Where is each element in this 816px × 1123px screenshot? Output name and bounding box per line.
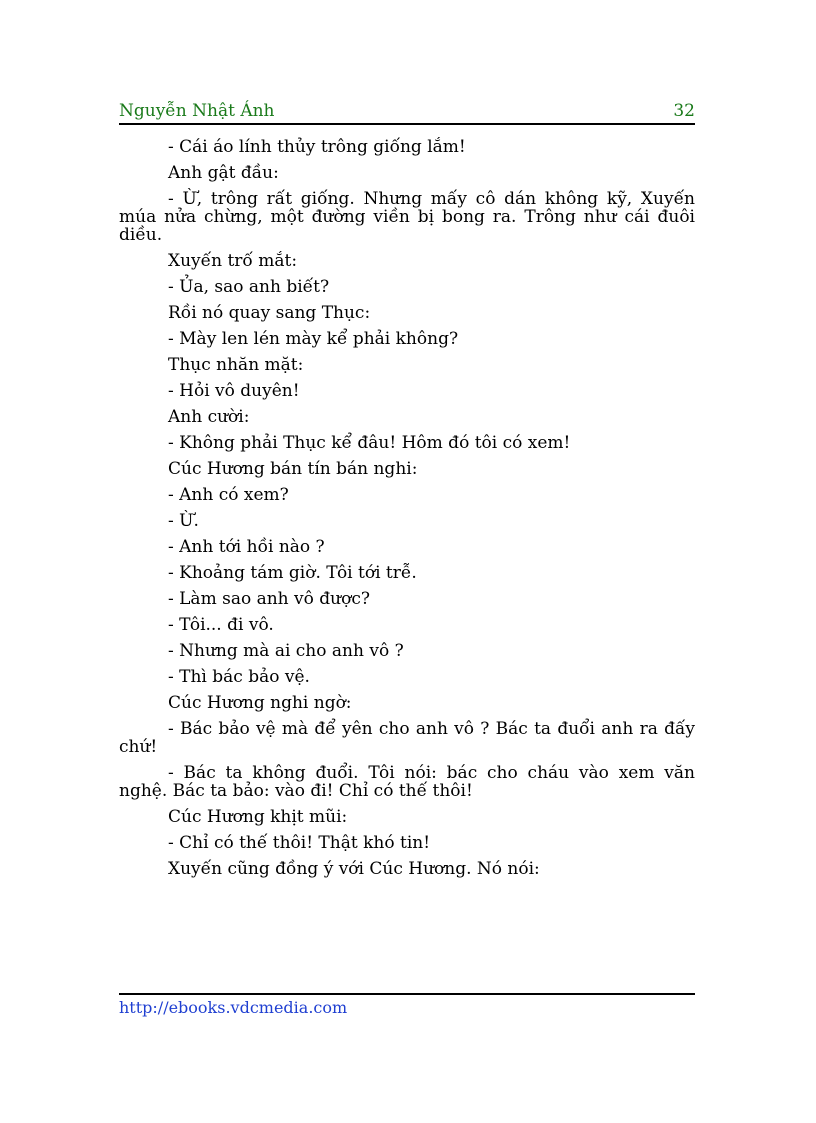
paragraph: Cúc Hương bán tín bán nghi: bbox=[168, 459, 418, 479]
paragraph: - Ừ. bbox=[168, 511, 199, 531]
page-number: 32 bbox=[673, 101, 695, 121]
paragraph: Anh cười: bbox=[168, 407, 250, 427]
paragraph: Rồi nó quay sang Thục: bbox=[168, 303, 371, 323]
paragraph: Cúc Hương nghi ngờ: bbox=[168, 693, 352, 713]
paragraph: Thục nhăn mặt: bbox=[168, 355, 304, 375]
paragraph: - Bác bảo vệ mà để yên cho anh vô ? Bác ta đuổi anh ra đấy chứ! bbox=[119, 719, 695, 757]
author-name: Nguyễn Nhật Ánh bbox=[119, 101, 275, 121]
paragraph: - Hỏi vô duyên! bbox=[168, 381, 300, 401]
paragraph: Cúc Hương khịt mũi: bbox=[168, 807, 348, 827]
paragraph: - Ừ, trông rất giống. Nhưng mấy cô dán không kỹ, Xuyến múa nửa chừng, một đường viền bị bong ra. Trông như cái đuôi diều. bbox=[119, 189, 695, 245]
paragraph: - Thì bác bảo vệ. bbox=[168, 667, 310, 687]
paragraph: - Cái áo lính thủy trông giống lắm! bbox=[168, 137, 466, 157]
paragraph: - Nhưng mà ai cho anh vô ? bbox=[168, 641, 404, 661]
paragraph: - Bác ta không đuổi. Tôi nói: bác cho cháu vào xem văn nghệ. Bác ta bảo: vào đi! Chỉ có thế thôi! bbox=[119, 763, 695, 801]
page-body bbox=[119, 138, 695, 886]
paragraph: - Ủa, sao anh biết? bbox=[168, 277, 330, 297]
paragraph: Anh gật đầu: bbox=[168, 163, 279, 183]
page-footer bbox=[119, 993, 695, 1017]
paragraph: - Làm sao anh vô được? bbox=[168, 589, 370, 609]
footer-link[interactable]: http://ebooks.vdcmedia.com bbox=[119, 998, 348, 1017]
paragraph: - Anh tới hồi nào ? bbox=[168, 537, 325, 557]
paragraph: - Không phải Thục kể đâu! Hôm đó tôi có xem! bbox=[168, 433, 571, 453]
paragraph: Xuyến trố mắt: bbox=[168, 251, 298, 271]
paragraph: - Anh có xem? bbox=[168, 485, 289, 505]
paragraph: - Chỉ có thế thôi! Thật khó tin! bbox=[168, 833, 431, 853]
page-header bbox=[119, 101, 695, 125]
paragraph: Xuyến cũng đồng ý với Cúc Hương. Nó nói: bbox=[168, 859, 540, 879]
paragraph: - Khoảng tám giờ. Tôi tới trễ. bbox=[168, 563, 417, 583]
paragraph: - Tôi... đi vô. bbox=[168, 615, 274, 635]
paragraph: - Mày len lén mày kể phải không? bbox=[168, 329, 459, 349]
